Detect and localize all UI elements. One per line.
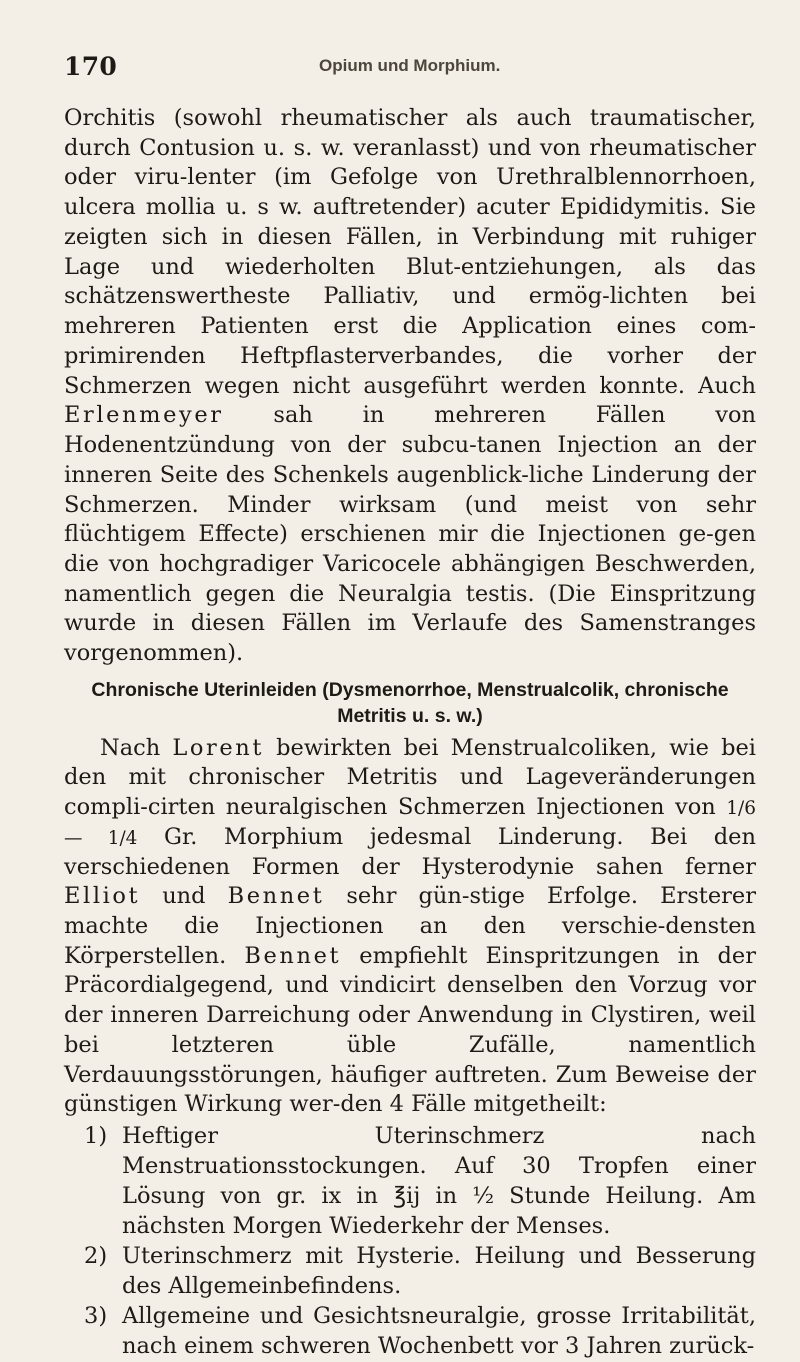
list-item [64,1302,756,1362]
author-name-bennet: Bennet [244,942,342,969]
paragraph-text: bewirkten bei Menstrualcoliken, wie bei den mit chronischer Metritis und Lageveränderungen compli-cirten neuralgischen Schmerzen Injectionen von [64,734,756,821]
paragraph-text: Gr. Morphium jedesmal Linderung. Bei den verschiedenen Formen der Hysterodynie sahen ferner [64,823,756,880]
case-number: 3) [84,1302,108,1329]
case-text: Heftiger Uterinschmerz nach Menstruationsstockungen. Auf 30 Tropfen einer Lösung von gr. ix in ℥ij in ½ Stunde Heilung. Am nächsten Morgen Wiederkehr der Menses. [122,1123,756,1239]
running-head: Opium und Morphium. [319,56,501,75]
paragraph-text: sehr gün-stige Erfolge. Ersterer machte die Injectionen an den verschie-densten Körperstellen. [64,883,756,969]
list-item [64,1242,756,1302]
section-heading: Chronische Uterinleiden (Dysmenorrhoe, Menstrualcolik, chronische Metritis u. s. w.) [91,678,729,728]
paragraph-text: Orchitis (sowohl rheumatischer als auch traumatischer, durch Contusion u. s. w. veranlasst) und von rheumatischer oder viru-lenter (im Gefolge von Urethralblennorrhoen, ulcera mollia u. s w. auftretender) acuter Epididymitis. Sie zeigten sich in diesen Fällen, in Verbindung mit ruhiger Lage und wiederholten Blut-entziehungen, als das schätzenswertheste Palliativ, und ermög-lichten bei mehreren Patienten erst die Application eines com-primirenden Heftpflasterverbandes, die vorher der Schmerzen wegen nicht ausgeführt werden konnte. Auch [64,105,756,399]
case-number: 1) [84,1123,108,1150]
author-name-bennet: Bennet [227,883,325,910]
case-number: 2) [84,1242,108,1269]
paragraph-text: empfiehlt Einspritzungen in der Präcordialgegend, und vindicirt denselben den Vorzug vor der inneren Darreichung oder Anwendung in Clystiren, weil bei letzteren üble Zufälle, namentlich Verdauungsstörungen, häufiger auftreten. Zum Beweise der günstigen Wirkung wer-den 4 Fälle mitgetheilt: [64,942,756,1118]
page-number: 170 [64,52,118,81]
dose-fraction: 1/6 — 1/4 [64,798,756,849]
author-name-erlenmeyer: Erlenmeyer [64,402,224,429]
paragraph-orchitis [64,104,756,669]
paragraph-text: Nach [100,734,173,761]
list-item [64,1122,756,1242]
author-name-lorent: Lorent [172,734,265,761]
author-name-elliot: Elliot [64,883,141,910]
case-text: Uterinschmerz mit Hysterie. Heilung und Besserung des Allgemeinbefindens. [122,1242,756,1299]
paragraph-text: sah in mehreren Fällen von Hodenentzündung von der subcu-tanen Injection an der inneren Seite des Schenkels augenblick-liche Linderung der Schmerzen. Minder wirksam (und meist von sehr flüchtigem Effecte) erschienen mir die Injectionen ge-gen die von hochgradiger Varicocele abhängigen Beschwerden, namentlich gegen die Neuralgia testis. (Die Einspritzung wurde in diesen Fällen im Verlaufe des Samenstranges vorgenommen). [64,402,756,667]
case-list [64,1122,756,1361]
page-header [64,52,756,86]
paragraph-uterinleiden [64,734,756,1121]
case-text: Allgemeine und Gesichtsneuralgie, grosse Irritabilität, nach einem schweren Wochenbett vor 3 Jahren zurück- [122,1302,756,1359]
paragraph-text: und [140,883,228,910]
